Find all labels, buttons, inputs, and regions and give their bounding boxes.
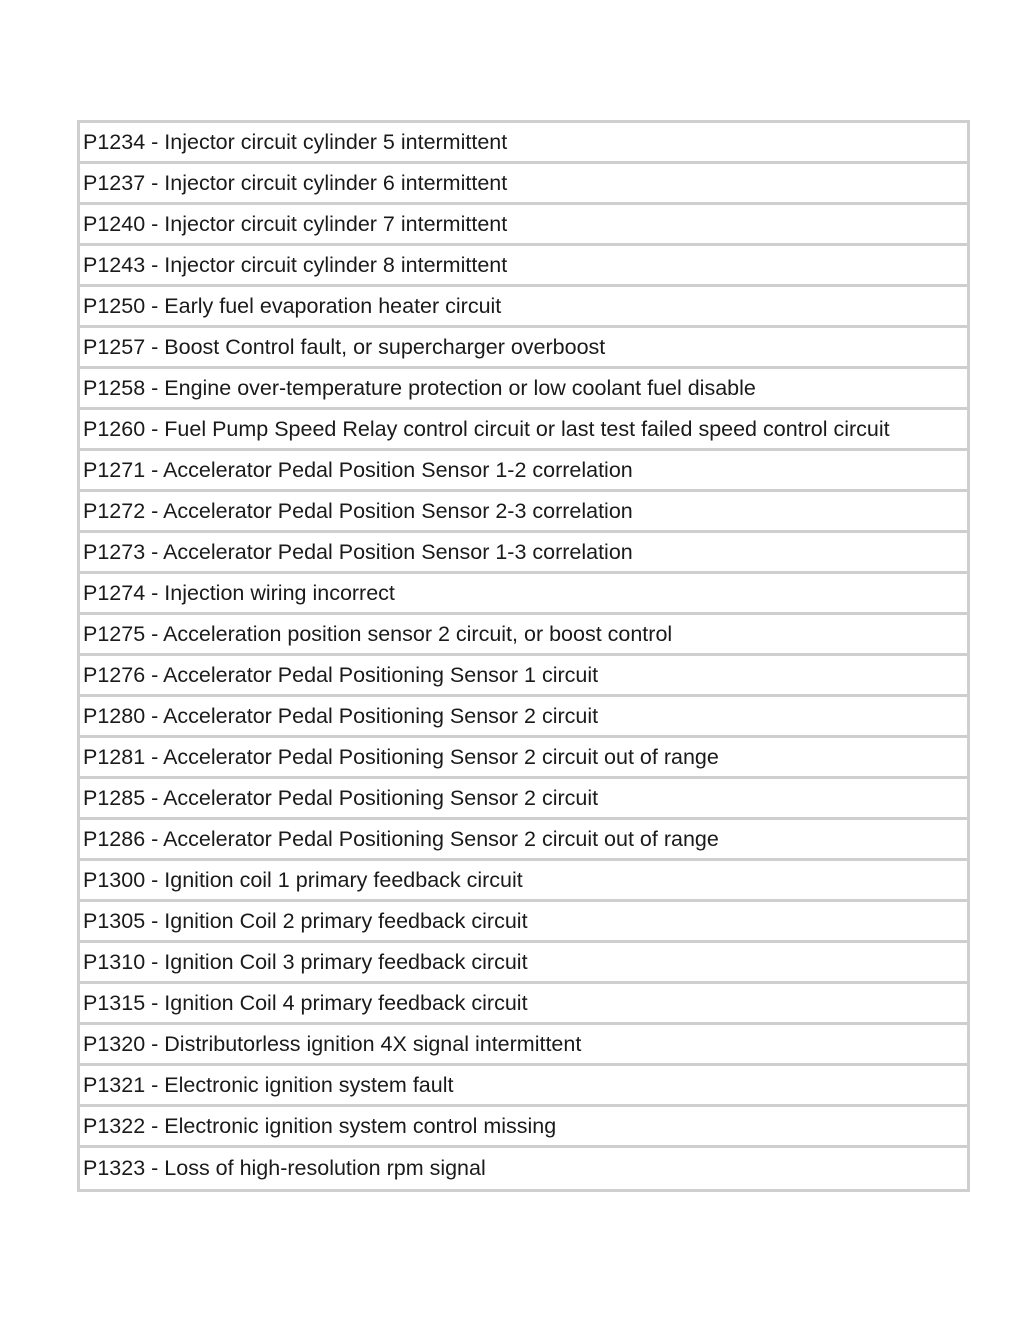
table-row: P1240 - Injector circuit cylinder 7 intermittent [80, 205, 967, 246]
table-row: P1275 - Acceleration position sensor 2 circuit, or boost control [80, 615, 967, 656]
table-row: P1260 - Fuel Pump Speed Relay control circuit or last test failed speed control circuit [80, 410, 967, 451]
table-row: P1258 - Engine over-temperature protection or low coolant fuel disable [80, 369, 967, 410]
table-row: P1300 - Ignition coil 1 primary feedback circuit [80, 861, 967, 902]
table-row: P1323 - Loss of high-resolution rpm signal [83, 1156, 486, 1180]
table-row: P1315 - Ignition Coil 4 primary feedback circuit [80, 984, 967, 1025]
table-row: P1310 - Ignition Coil 3 primary feedback circuit [80, 943, 967, 984]
table-row: P1250 - Early fuel evaporation heater circuit [80, 287, 967, 328]
table-row: P1305 - Ignition Coil 2 primary feedback circuit [80, 902, 967, 943]
table-row: P1322 - Electronic ignition system control missing [80, 1107, 967, 1148]
trouble-code-table [77, 120, 970, 1192]
table-row: P1243 - Injector circuit cylinder 8 intermittent [80, 246, 967, 287]
table-row: P1272 - Accelerator Pedal Position Sensor 2-3 correlation [80, 492, 967, 533]
table-row: P1286 - Accelerator Pedal Positioning Sensor 2 circuit out of range [80, 820, 967, 861]
table-row: P1273 - Accelerator Pedal Position Sensor 1-3 correlation [80, 533, 967, 574]
table-row: P1274 - Injection wiring incorrect [80, 574, 967, 615]
table-row: P1237 - Injector circuit cylinder 6 intermittent [80, 164, 967, 205]
table-row: P1321 - Electronic ignition system fault [80, 1066, 967, 1107]
table-row: P1320 - Distributorless ignition 4X signal intermittent [80, 1025, 967, 1066]
table-row: P1281 - Accelerator Pedal Positioning Sensor 2 circuit out of range [80, 738, 967, 779]
table-row: P1285 - Accelerator Pedal Positioning Sensor 2 circuit [80, 779, 967, 820]
table-row: P1280 - Accelerator Pedal Positioning Sensor 2 circuit [80, 697, 967, 738]
table-row: P1257 - Boost Control fault, or supercharger overboost [80, 328, 967, 369]
table-row: P1234 - Injector circuit cylinder 5 intermittent [80, 123, 967, 164]
table-row: P1276 - Accelerator Pedal Positioning Sensor 1 circuit [80, 656, 967, 697]
table-row: P1271 - Accelerator Pedal Position Sensor 1-2 correlation [80, 451, 967, 492]
